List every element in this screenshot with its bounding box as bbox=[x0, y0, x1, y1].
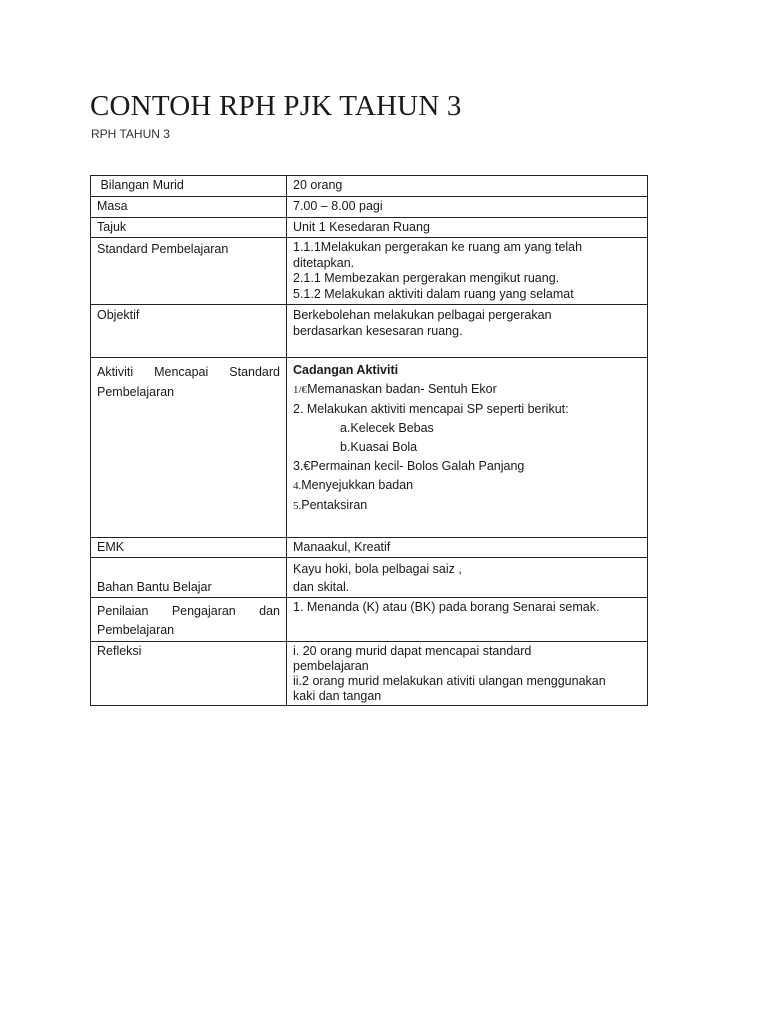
label-penilaian: Penilaian Pengajaran dan Pembelajaran bbox=[91, 598, 287, 642]
table-row-bahan-bantu-belajar bbox=[91, 558, 648, 598]
list-item: 2. Melakukan aktiviti mencapai SP seperti berikut: bbox=[293, 402, 569, 416]
list-item: 1/€Memanaskan badan- Sentuh Ekor bbox=[293, 382, 497, 396]
table-row-masa bbox=[91, 197, 648, 218]
table-row-tajuk bbox=[91, 218, 648, 238]
table-row-aktiviti bbox=[91, 358, 648, 538]
value-standard-pembelajaran: 1.1.1Melakukan pergerakan ke ruang am yang telah ditetapkan. 2.1.1 Membezakan pergerakan mengikut ruang. 5.1.2 Melakukan aktiviti dalam ruang yang selamat bbox=[287, 238, 648, 305]
list-item: 5.Pentaksiran bbox=[293, 498, 368, 512]
label-aktiviti: Aktiviti Mencapai Standard Pembelajaran bbox=[91, 358, 287, 538]
table-row-refleksi bbox=[91, 642, 648, 706]
value-refleksi: i. 20 orang murid dapat mencapai standard pembelajaran ii.2 orang murid melakukan ativiti ulangan menggunakan kaki dan tangan bbox=[287, 642, 648, 706]
table-row-emk bbox=[91, 538, 648, 558]
table-row-bilangan-murid bbox=[91, 176, 648, 197]
table-row-objektif bbox=[91, 305, 648, 358]
page-subtitle: RPH TAHUN 3 bbox=[91, 127, 170, 141]
value-emk: Manaakul, Kreatif bbox=[287, 538, 648, 558]
value-masa: 7.00 – 8.00 pagi bbox=[287, 197, 648, 218]
label-emk: EMK bbox=[91, 538, 287, 558]
list-item: 4.Menyejukkan badan bbox=[293, 478, 414, 492]
value-bilangan-murid: 20 orang bbox=[287, 176, 648, 197]
value-objektif: Berkebolehan melakukan pelbagai pergerakan berdasarkan kesesaran ruang. bbox=[287, 305, 648, 358]
label-bilangan-murid: Bilangan Murid bbox=[91, 176, 287, 197]
label-objektif: Objektif bbox=[91, 305, 287, 358]
label-bahan-bantu-belajar: Bahan Bantu Belajar bbox=[91, 558, 287, 598]
list-item: b.Kuasai Bola bbox=[340, 440, 418, 454]
aktiviti-heading: Cadangan Aktiviti bbox=[293, 363, 399, 377]
value-bahan-bantu-belajar: Kayu hoki, bola pelbagai saiz , dan skital. bbox=[287, 558, 648, 598]
label-tajuk: Tajuk bbox=[91, 218, 287, 238]
label-refleksi: Refleksi bbox=[91, 642, 287, 706]
table-row-standard-pembelajaran bbox=[91, 238, 648, 305]
value-tajuk: Unit 1 Kesedaran Ruang bbox=[287, 218, 648, 238]
list-item: a.Kelecek Bebas bbox=[340, 421, 434, 435]
value-penilaian: 1. Menanda (K) atau (BK) pada borang Senarai semak. bbox=[287, 598, 648, 642]
list-item: 3.€Permainan kecil- Bolos Galah Panjang bbox=[293, 459, 525, 473]
rph-table bbox=[90, 175, 648, 706]
label-masa: Masa bbox=[91, 197, 287, 218]
value-aktiviti bbox=[287, 358, 648, 538]
table-row-penilaian bbox=[91, 598, 648, 642]
page-title: CONTOH RPH PJK TAHUN 3 bbox=[90, 90, 462, 122]
label-standard-pembelajaran: Standard Pembelajaran bbox=[91, 238, 287, 305]
